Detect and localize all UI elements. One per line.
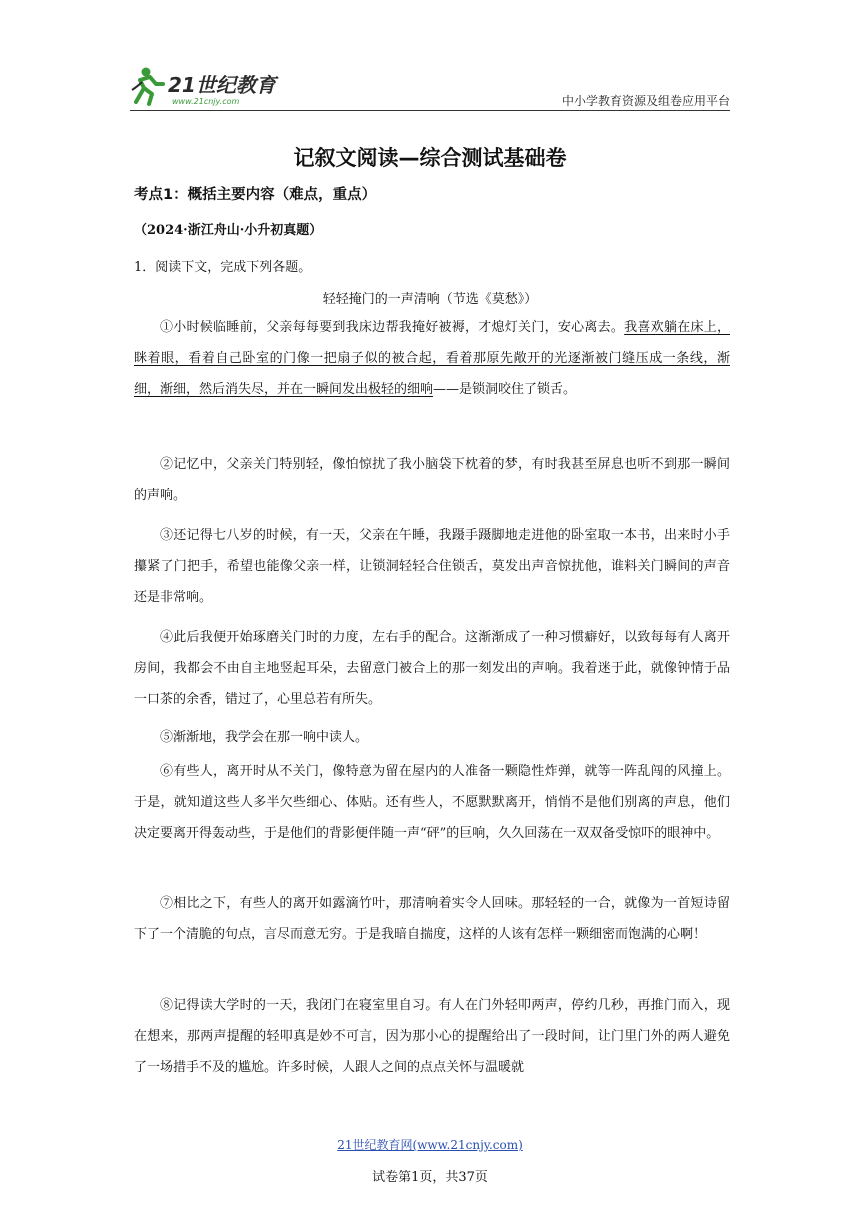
logo-url: www.21cnjy.com: [172, 97, 240, 106]
paragraph-3: ③还记得七八岁的时候，有一天，父亲在午睡，我蹑手蹑脚地走进他的卧室取一本书，出来时小手攥紧了门把手，希望也能像父亲一样，让锁洞轻轻合住锁舌，莫发出声音惊扰他，谁料关门瞬间的声音还是非常响。: [134, 528, 730, 605]
paragraph-1: ①小时候临睡前，父亲每每要到我床边帮我掩好被褥，才熄灯关门，安心离去。我喜欢躺在床上，眯着眼，看着自己卧室的门像一把扇子似的被合起，看着那原先敞开的光逐渐被门缝压成一条线，渐细，渐细，然后消失尽，并在一瞬间发出极轻的细响——是锁洞咬住了锁舌。: [134, 320, 730, 397]
page-number: 试卷第1页，共37页: [372, 1170, 488, 1185]
section-heading: 考点1：概括主要内容（难点，重点）: [134, 187, 377, 203]
passage-title: 轻轻掩门的一声清响（节选《莫愁》）: [322, 292, 538, 307]
footer-link[interactable]: 21世纪教育网(www.21cnjy.com): [337, 1138, 523, 1152]
paragraph-2: ②记忆中，父亲关门特别轻，像怕惊扰了我小脑袋下枕着的梦，有时我甚至屏息也听不到那一瞬间的声响。: [134, 457, 730, 503]
paragraph-6: ⑥有些人，离开时从不关门，像特意为留在屋内的人准备一颗隐性炸弹，就等一阵乱闯的风撞上。于是，就知道这些人多半欠些细心、体贴。还有些人，不愿默默离开，悄悄不是他们别离的声息，他们决定要离开得轰动些，于是他们的背影便伴随一声“砰”的巨响，久久回荡在一双双备受惊吓的眼神中。: [134, 764, 730, 841]
logo-21cnjy: [130, 64, 280, 108]
paragraph-8: ⑧记得读大学时的一天，我闭门在寝室里自习。有人在门外轻叩两声，停约几秒，再推门而入，现在想来，那两声提醒的轻叩真是妙不可言，因为那小心的提醒给出了一段时间，让门里门外的两人避免了一场措手不及的尴尬。许多时候，人跟人之间的点点关怀与温暖就: [134, 998, 730, 1075]
question-prompt: 1．阅读下文，完成下列各题。: [134, 260, 312, 275]
question-source: （2024·浙江舟山·小升初真题）: [134, 223, 323, 238]
platform-name: 中小学教育资源及组卷应用平台: [561, 94, 730, 108]
paragraph-5: ⑤渐渐地，我学会在那一响中读人。: [160, 730, 369, 745]
paragraph-7: ⑦相比之下，有些人的离开如露滴竹叶，那清响着实令人回味。那轻轻的一合，就像为一首短诗留下了一个清脆的句点，言尽而意无穷。于是我暗自揣度，这样的人该有怎样一颗细密而饱满的心啊！: [134, 896, 730, 942]
logo-text: 21世纪教育: [168, 73, 276, 97]
paragraph-4: ④此后我便开始琢磨关门时的力度，左右手的配合。这渐渐成了一种习惯癖好，以致每每有人离开房间，我都会不由自主地竖起耳朵，去留意门被合上的那一刻发出的声响。我着迷于此，就像钟情于品一口茶的余香，错过了，心里总若有所失。: [134, 630, 730, 707]
header-divider: [130, 110, 730, 111]
page-title: 记叙文阅读—综合测试基础卷: [293, 146, 567, 170]
underlined-sentence: 我喜欢躺在床上，眯着眼，看着自己卧室的门像一把扇子似的被合起，看着那原先敞开的光逐渐被门缝压成一条线，渐细，渐细，然后消失尽，并在一瞬间发出极轻的细响: [134, 320, 730, 397]
page-header: [130, 64, 730, 110]
